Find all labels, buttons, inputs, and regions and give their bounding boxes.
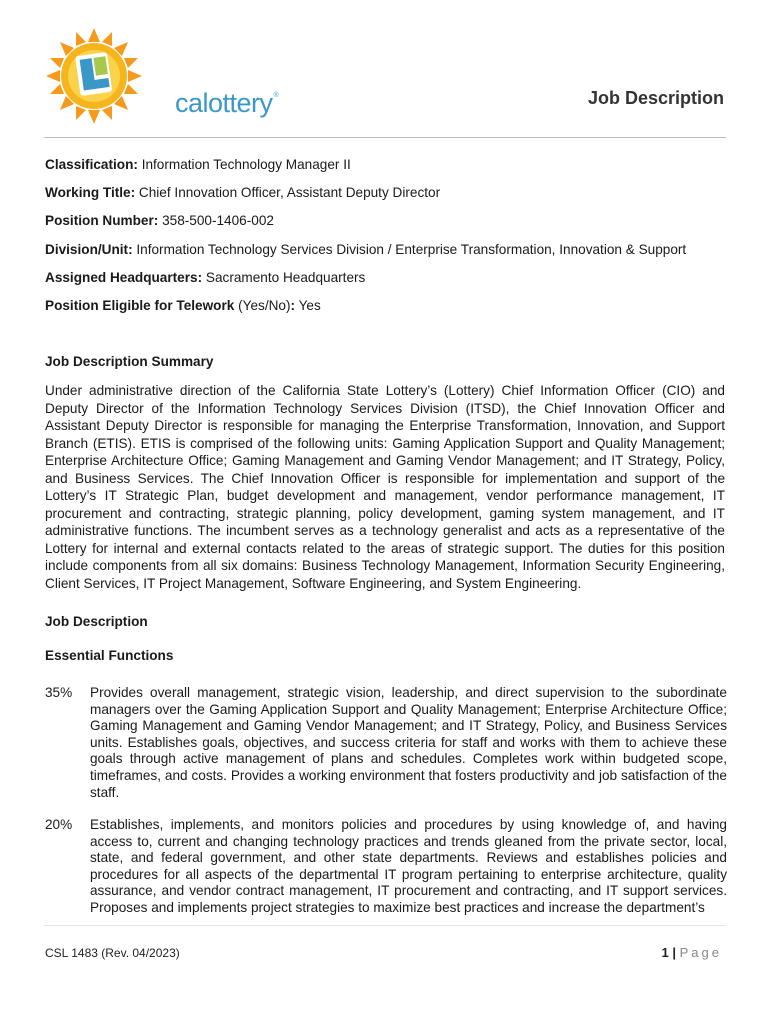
division-unit-field: Division/Unit: Information Technology Services Division / Enterprise Transformation, Innovation & Support <box>45 241 687 257</box>
page-number: 1 <box>661 945 669 960</box>
essential-functions-title: Essential Functions <box>45 648 174 663</box>
function-item <box>45 685 727 801</box>
sun-logo-icon <box>44 26 174 126</box>
classification-field: Classification: Information Technology Manager II <box>45 157 351 172</box>
job-description-title: Job Description <box>45 614 148 629</box>
form-id: CSL 1483 (Rev. 04/2023) <box>45 946 180 960</box>
footer-divider <box>44 925 726 926</box>
calottery-logo <box>44 26 279 126</box>
document-heading: Job Description <box>587 88 724 108</box>
page-indicator <box>662 945 722 960</box>
telework-field: Position Eligible for Telework (Yes/No): Yes <box>45 297 321 313</box>
page-separator: | <box>668 945 680 960</box>
assigned-headquarters-field: Assigned Headquarters: Sacramento Headquarters <box>45 269 366 285</box>
position-number-field: Position Number: 358-500-1406-002 <box>45 213 274 229</box>
function-text: Provides overall management, strategic vision, leadership, and direct supervision to the subordinate managers over the Gaming Application Support and Quality Management; Enterprise Architecture Office; Gaming Management and Gaming Vendor Management; and IT Strategy, Policy, and Business Services units. Establishes goals, objectives, and success criteria for staff and works with them to achieve these goals through active management of plans and schedules. Completes work within budgeted scope, timeframes, and costs. Provides a working environment that fosters productivity and job satisfaction of the staff. <box>90 685 727 800</box>
header-divider <box>44 137 726 138</box>
working-title-field: Working Title: Chief Innovation Officer, Assistant Deputy Director <box>45 185 441 201</box>
position-fields <box>45 157 735 326</box>
summary-title: Job Description Summary <box>45 354 214 369</box>
function-item <box>45 817 727 917</box>
summary-text: Under administrative direction of the California State Lottery’s (Lottery) Chief Information Officer (CIO) and Deputy Director of the Information Technology Services Division (ITSD), the Chief Innovation Officer and Assistant Deputy Director is responsible for managing the Enterprise Transformation, Innovation, and Support Branch (ETIS). ETIS is comprised of the following units: Gaming Application Support and Quality Management; Enterprise Architecture Office; Gaming Management and Gaming Vendor Management; and IT Strategy, Policy, and Business Services. The Chief Innovation Officer is responsible for implementation and support of the Lottery’s IT Strategic Plan, budget development and management, vendor performance management, IT procurement and contracting, strategic planning, policy development, gaming system management, and IT administrative functions. The incumbent serves as a technology generalist and acts as a representative of the Lottery for internal and external contacts related to the areas of strategic support. The duties for this position include components from all six domains: Business Technology Management, Information Security Engineering, Client Services, IT Project Management, Software Engineering, and System Engineering. <box>45 383 725 591</box>
function-percent: 35% <box>45 685 73 700</box>
function-percent: 20% <box>45 817 73 832</box>
page-word: Page <box>679 945 722 960</box>
function-text: Establishes, implements, and monitors policies and procedures by using knowledge of, and having access to, current and changing technology practices and trends gleaned from the private sector, local, state, and federal government, and other state departments. Reviews and establishes policies and procedures for all aspects of the departmental IT program pertaining to enterprise architecture, quality assurance, and vendor contract management, IT procurement and contracting, and IT support services. Proposes and implements project strategies to maximize best practices and increase the department’s <box>90 817 727 915</box>
logo-wordmark: calottery® <box>175 88 279 118</box>
